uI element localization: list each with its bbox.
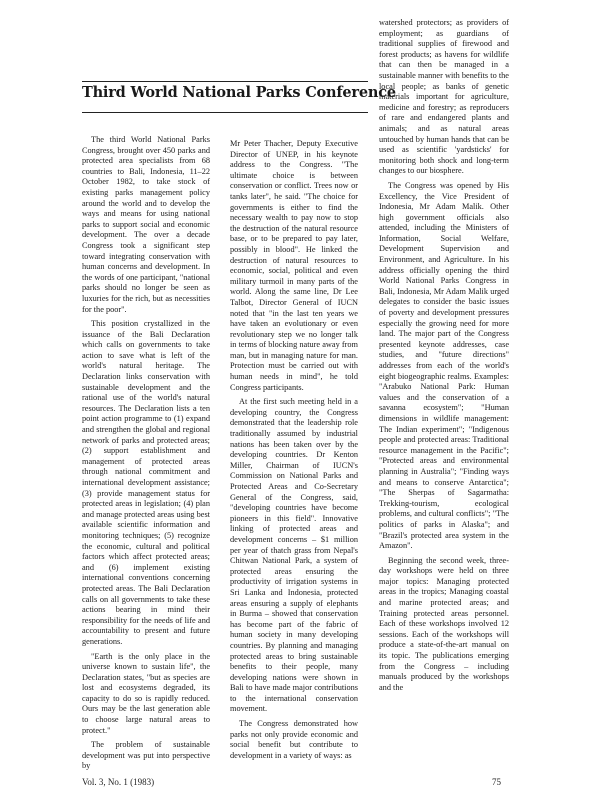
article-title: Third World National Parks Conference <box>82 84 396 101</box>
title-rule-bottom <box>82 112 368 113</box>
paragraph: The problem of sustainable development was put into perspective by <box>82 740 210 771</box>
paragraph: Mr Peter Thacher, Deputy Executive Director of UNEP, in his keynote address to the Congress. "The ultimate choice is between conservation or conflict. Trees now or tanks later", he said. "The choice for governments is either to find the necessary wealth to pay now to stop the destruction of the natural resource base, or to be prepared to pay later, possibly in blood". He linked the destruction of natural resources to economic, social, political and even military turmoil in many parts of the world. Along the same line, Dr Lee Talbot, Director General of IUCN noted that "in the last ten years we have taken an evolutionary or even revolutionary step we no longer talk in terms of blocking nature away from man, but in managing nature for man. Protection must be carried out with human needs in mind", he told Congress participants. <box>230 139 358 392</box>
paragraph: The Congress demonstrated how parks not only provide economic and social benefit but contribute to development in a variety of ways: as <box>230 719 358 760</box>
text-column-2 <box>230 139 358 765</box>
text-column-3 <box>379 18 509 765</box>
volume-footer: Vol. 3, No. 1 (1983) <box>82 777 155 787</box>
title-rule-top <box>82 81 368 82</box>
paragraph: "Earth is the only place in the universe known to sustain life", the Declaration states, "but as species are lost and ecosystems degraded, its capacity to do so is rapidly reduced. Ours may be the last generation able to choose large natural areas to protect." <box>82 651 210 735</box>
paragraph: watershed protectors; as providers of employment; as guardians of traditional supplies of firewood and forest products; as havens for wildlife that can then be managed in a sustainable manner with benefits to the local people; as banks of genetic materials important for agriculture, medicine and forestry; as reproducers of rare and endangered plants and animals; and as natural areas untouched by human hands that can be used as scientific 'yardsticks' for monitoring both shock and long-term changes to our biosphere. <box>379 18 509 176</box>
text-column-1 <box>82 135 210 771</box>
paragraph: At the first such meeting held in a developing country, the Congress demonstrated that the leadership role traditionally assumed by industrial nations has been taken over by the developing countries. Dr Kenton Miller, Chairman of IUCN's Commission on National Parks and Protected Areas and Co-Secretary General of the Congress, said, "developing countries have become pioneers in this field". Innovative linking of protected areas and development concerns – $1 million per year of thatch grass from Nepal's Chitwan National Park, a system of protected areas ensuring the productivity of irrigation systems in Sri Lanka and Indonesia, protected areas ensuring a supply of elephants in Burma – showed that conservation has become part of the fabric of human society in many developing countries. By planning and managing protected areas to bring sustainable benefits to their people, many developing nations were shown in Bali to have made major contributions to the international conservation movement. <box>230 397 358 714</box>
paragraph: This position crystallized in the issuance of the Bali Declaration which calls on governments to take action to save what is left of the world's natural heritage. The Declaration links conservation with sustainable development and the rational use of the world's natural resources. The Declaration lists a ten point action programme to (1) expand and strengthen the global and regional network of parks and protected areas; (2) support establishment and management of protected areas through national commitment and international development assistance; (3) provide management status for protected areas in legislation; (4) plan and manage protected areas using best available scientific information and monitoring techniques; (5) recognize the economic, cultural and political factors which affect protected areas; and (6) implement existing international conventions concerning protected areas. The Bali Declaration calls on all governments to take these actions bearing in mind their responsibility for the needs of life and accountability to present and future generations. <box>82 319 210 646</box>
page-number: 75 <box>492 777 501 787</box>
paragraph: Beginning the second week, three-day workshops were held on three major topics: Managing protected areas in the tropics; Managing coastal and marine protected areas; and Training protected areas personnel. Each of these workshops involved 12 sessions. Each of the workshops will produce a state-of-the-art manual on its topic. The publications emerging from the Congress – including manuals produced by the workshops and the <box>379 555 509 692</box>
paragraph: The third World National Parks Congress, brought over 450 parks and protected area specialists from 68 countries to Bali, Indonesia, 11–22 October 1982, to take stock of existing parks management policy around the world and to develop the ways and means for using national parks to support social and economic development. The over a decade Congress took a significant step toward integrating conservation with human concerns and development. In the words of one participant, "national parks should no longer be seen as luxuries for the rich, but as necessities for the poor". <box>82 135 210 314</box>
paragraph: The Congress was opened by His Excellency, the Vice President of Indonesia, Mr Adam Malik. Other high government officials also attended, including the Ministers of Information, Social Welfare, Development Supervision and Environment, and Agriculture. In his address officially opening the third World National Parks Congress in Bali, Indonesia, Mr Adam Malik urged delegates to consider the basic issues of poverty and development pressures especially the growing need for more land. The major part of the Congress presented keynote addresses, case studies, and "future directions" addresses from each of the world's eight biogeographic realms. Examples: "Arabuko National Park: Human values and the conservation of a savanna ecosystem"; "Human dimensions in wildlife management: The Indian experiment"; "Indigenous people and protected areas: Traditional resource management in the Pacific"; "Protected areas and environmental planning in Australia"; "Finding ways and means to conserve Antarctica"; "The Sherpas of Sagarmatha: Trekking-tourism, ecological problems, and cultural conflicts"; "The politics of parks in Alaska"; and "Brazil's protected area system in the Amazon". <box>379 180 509 551</box>
